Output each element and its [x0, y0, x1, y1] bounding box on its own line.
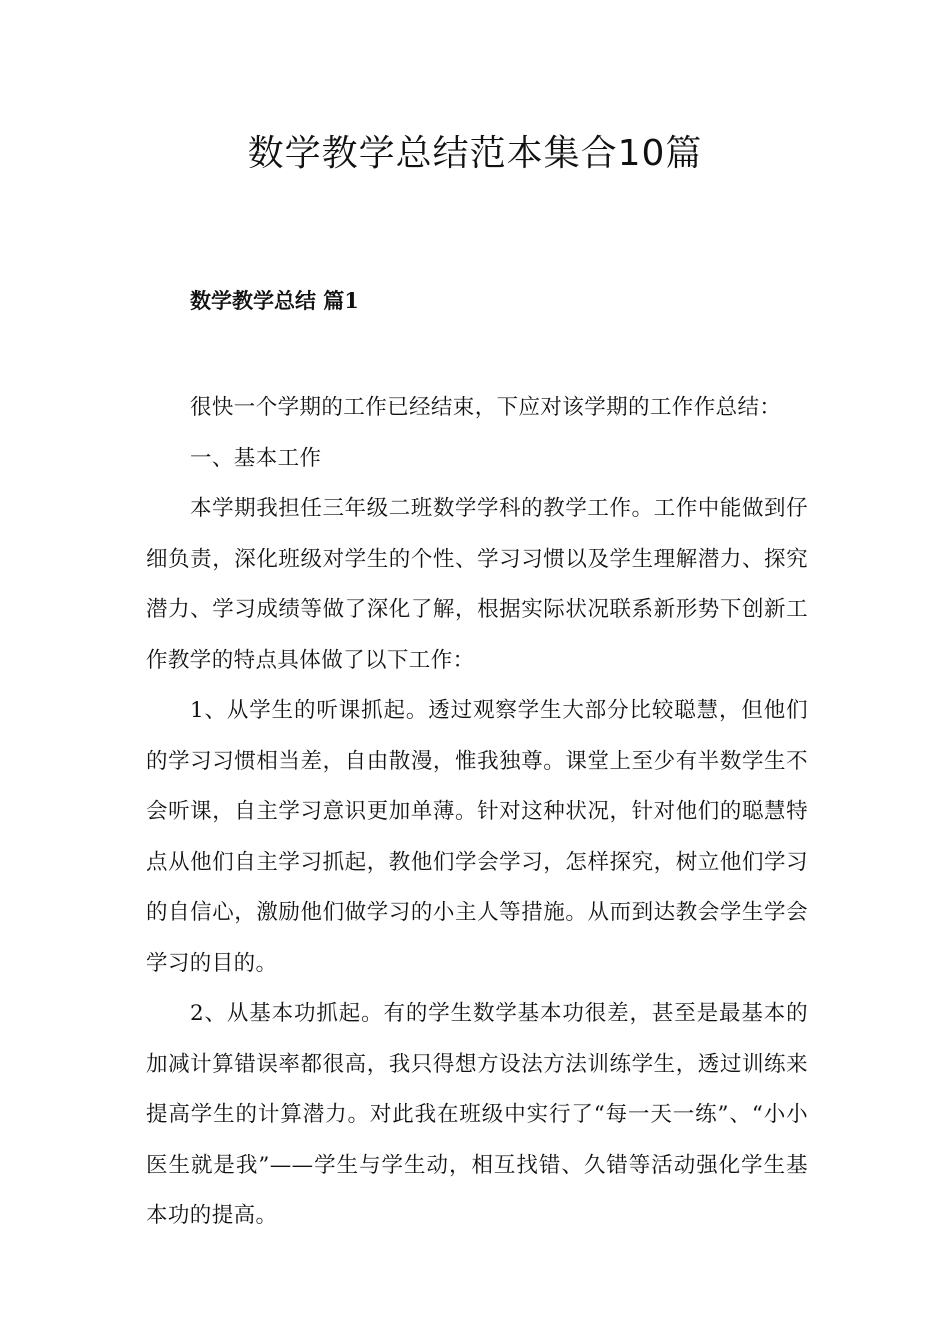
- intro-paragraph: 很快一个学期的工作已经结束，下应对该学期的工作作总结：: [190, 395, 782, 420]
- subheading-basic-work: 一、基本工作: [190, 445, 322, 471]
- paragraph-fundamentals: 2、从基本功抓起。有的学生数学基本功很差，甚至是最基本的加减计算错误率都很高，我只得想方设法方法训练学生，透过训练来提高学生的计算潜力。对此我在班级中实行了“每一天一练”、“小小医生就是我”——学生与学生动，相互找错、久错等活动强化学生基本功的提高。: [146, 1001, 808, 1228]
- document-title: 数学教学总结范本集合10篇: [247, 133, 703, 174]
- paragraph-listening: 1、从学生的听课抓起。透过观察学生大部分比较聪慧，但他们的学习习惯相当差，自由散漫，惟我独尊。课堂上至少有半数学生不会听课，自主学习意识更加单薄。针对这种状况，针对他们的聪慧特点从他们自主学习抓起，教他们学会学习，怎样探究，树立他们学习的自信心，激励他们做学习的小主人等措施。从而到达教会学生学会学习的目的。: [146, 698, 808, 976]
- paragraph-overview: 本学期我担任三年级二班数学学科的教学工作。工作中能做到仔细负责，深化班级对学生的个性、学习习惯以及学生理解潜力、探究潜力、学习成绩等做了深化了解，根据实际状况联系新形势下创新工作教学的特点具体做了以下工作：: [146, 496, 808, 673]
- section-heading: 数学教学总结 篇1: [190, 288, 359, 313]
- document-body: [146, 383, 808, 1242]
